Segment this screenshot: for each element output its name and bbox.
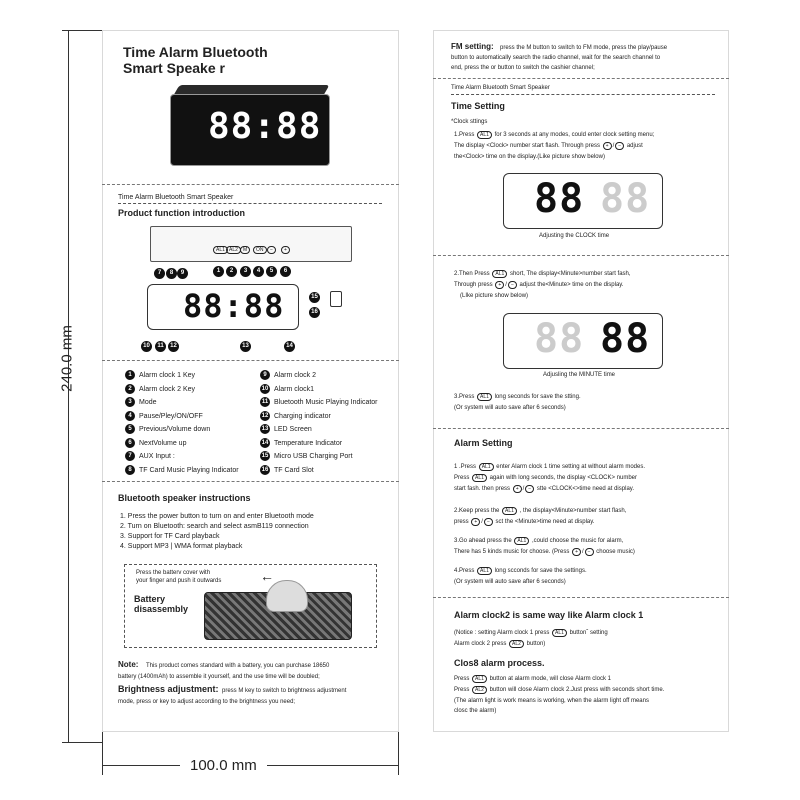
height-dimension-tick-top [62,30,102,31]
display-number-7: 7 [154,268,165,279]
top-button-number-3: 3 [240,266,251,277]
function-label: Alarm clock1 [274,385,315,393]
ts1-text-a: 1.Press [454,132,475,138]
function-number: 8 [125,465,135,475]
function-number: 12 [261,412,269,419]
notice-text-d: button) [526,641,546,647]
display-number-11: 11 [155,341,166,352]
function-number: 13 [261,426,269,432]
as3-text-b: ,could choose the music for alarm, [531,538,624,544]
bt-step-1: 1. Press the power button to turn on and enter Bluetooth mode [120,513,314,520]
fm-text-1: press the M button to switch to FM mode, press the play/pause [500,45,668,51]
al2-button-icon: AL2 [509,640,524,648]
ts2-line2: Through press + / − adjust the<Minute> time on the display. [454,282,624,288]
function-number: 10 [261,385,269,392]
ts1-text-d: adjust [626,143,643,149]
note-text-1: This product comes standard with a battery, you can purchase 18650 [146,663,330,669]
al1-button-icon: AL1 [492,270,507,278]
clock-caption: Adjusting the CLOCK time [539,233,610,239]
note-text-2: battery (1400mAh) to assemble it yourself, and the use time will be doubled; [118,674,320,680]
dash-divider-2 [102,360,399,361]
close-alarm-heading: Clos8 alarm process. [454,658,545,668]
ts3-line1 [454,393,581,401]
function-label: Temperature Indicator [274,439,343,447]
as4-line1 [454,567,587,575]
brightness-label: Brightness adjustment: [118,684,219,694]
al1-button-icon: AL1 [477,567,492,575]
notice-text-c: Alarm clock 2 press [454,641,507,647]
top-button-number-6: 6 [280,266,291,277]
speaker-clock-digits: 88:88 [208,106,322,147]
top-button-number-2: 2 [226,266,237,277]
as1-line2 [454,474,637,482]
battery-hint-1: Press the batterv cover with [136,570,211,576]
bt-step-3: 3. Support for TF Card playback [120,533,220,540]
function-label: TF Card Music Playing Indicator [139,466,239,474]
function-label: Micro USB Charging Port [274,452,353,460]
as1-text-f: stte <CLOCK<>time need at display. [536,486,634,492]
plus-button-icon: + [495,281,504,289]
as2-line1 [454,507,626,515]
arrow-left-icon: ← [260,568,274,584]
functions-list-left [125,370,239,478]
al1-button-icon: AL1 [552,629,567,637]
minute-minutes-digits: 88 [600,316,651,362]
function-label: Pause/Pley/ON/OFF [139,412,203,420]
display-number-15: 15 [309,292,320,303]
note-label: Note: [118,660,139,669]
display-number-14: 14 [284,341,295,352]
function-label: NextVolume up [139,439,187,447]
as1-text-c: Press [454,475,470,481]
function-label: AUX Input : [139,452,175,460]
clock-minutes-digits-dim: 88 [600,176,651,222]
battery-hint-2: your finger and push it outwards [136,578,222,584]
function-number: 2 [125,384,135,394]
function-number: 6 [125,438,135,448]
left-title-line2: Smart Speake r [123,60,225,76]
display-number-12: 12 [168,341,179,352]
dash-divider-r1 [433,78,729,79]
dash-divider-r3 [433,428,729,429]
function-number: 15 [261,453,269,459]
ts3-line2: (Or system will auto save after 6 seconds) [454,405,566,411]
speaker-product-image [170,85,332,167]
ts2-text-d: adjust the<Minute> time on the display. [519,282,624,288]
ts2-line3: (LIke picture show below) [460,293,529,299]
plus-button-icon: + [572,548,581,556]
ts1-text-c: The display <Clock> number start flash. Through press [454,143,600,149]
as4-line2: (Or system will auto save after 6 seconds) [454,579,566,585]
plus-button-icon: + [603,142,612,150]
al1-button-icon: AL1 [502,507,517,515]
function-number: 4 [125,411,135,421]
minute-caption: Adjusling the MINUTE time [543,372,616,378]
speaker-top-view [150,226,352,262]
al1-button-icon: AL1 [514,537,529,545]
minus-button-icon: − [508,281,517,289]
close-text-1b: button at alarm mode, will close Alarm clock 1 [489,676,611,682]
notice-text-a: (Notice : setting Alarm clock 1 press [454,630,550,636]
ts3-text-b: long seconds for save the stting. [494,394,581,400]
al1-button-icon: AL1 [472,474,487,482]
ts1-line3: the<Clock> time on the display.(Like picture show below) [454,154,605,160]
as4-text-a: 4.Press [454,568,475,574]
function-label: Mode [139,398,157,406]
notice-text-b: buttonˆ setting [569,630,608,636]
brightness-text-1: press M key to switch to brightness adjustment [222,688,347,694]
function-number: 1 [125,370,135,380]
function-label: TF Card Slot [274,466,314,474]
function-label: Charging indicator [274,412,331,420]
clock-hours-digits: 88 [534,176,585,222]
function-number: 9 [260,370,270,380]
clock-settings-sub: *Clock sttings [451,119,488,125]
dash-divider-1 [102,184,399,185]
function-number: 7 [125,451,135,461]
left-header-small: Time Alarm Bluetooth Smart Speaker [118,194,234,201]
function-label: Alarm clock 2 Key [139,385,196,393]
fm-text-3: end, press the or button to switch the cashier channel; [451,65,595,71]
al1-button-icon: AL1 [479,463,494,471]
product-function-heading: Product function introduction [118,208,245,218]
as3-text-d: choose music) [596,549,635,555]
top-button-number-1: 1 [213,266,224,277]
as3-text-a: 3.Go ahead press the [454,538,512,544]
display-digits: 88:88 [183,287,285,325]
display-number-13: 13 [240,341,251,352]
plus-button-icon: + [513,485,522,493]
width-dimension-tick-right [398,725,399,775]
height-dimension-tick-bottom [62,742,102,743]
top-button-number-5: 5 [266,266,277,277]
function-label: LED Screen [274,425,312,433]
plus-button-icon: + [471,518,480,526]
minute-hours-digits-dim: 88 [534,316,585,362]
bt-step-4: 4. Support MP3 | WMA format playback [120,543,243,550]
dash-divider-r4 [433,597,729,598]
close-line3: (The alarm light is work means is working, when the alarm light off means [454,698,649,704]
dash-divider-r2 [433,255,729,256]
function-label: Alarm clock 1 Key [139,371,196,379]
ts1-line1 [454,131,654,139]
function-number: 14 [261,439,269,446]
as2-text-d: sct the <Minute>time need at display. [495,519,595,525]
as1-line1 [454,463,645,471]
display-number-9: 9 [177,268,188,279]
function-label: Bluetooth Music Playing Indicator [274,398,378,406]
display-number-8: 8 [166,268,177,279]
fm-label: FM setting: [451,42,494,51]
as1-text-d: again with long seconds, the display <CLOCK> number [489,475,638,481]
header-rule [118,203,382,204]
as4-text-b: long scconds for save the settings. [494,568,587,574]
as1-text-e: start fash. then press [454,486,511,492]
close-text-2b: button will close Alarm clock 2.Just press with seconds short time. [489,687,665,693]
battery-label-2: disassembly [134,604,189,614]
minus-button-icon: − [585,548,594,556]
brightness-text-2: mode, press or key to adjust according to the brightness you need; [118,699,296,705]
ts2-text-b: short, The display<Minute>number start fash, [509,271,631,277]
bt-heading: Bluetooth speaker instructions [118,493,251,503]
as1-line3: start fash. then press + / − stte <CLOCK<>time need at display. [454,486,634,492]
al2-button-icon: AL2 [472,686,487,694]
functions-list-right [260,370,378,478]
as3-text-c: There has 5 kinds music for choose. (Press [454,549,570,555]
as2-text-c: press [454,519,469,525]
as2-text-a: 2.Keep press the [454,508,500,514]
as3-line2: There has 5 kinds music for choose. (Press + / − choose music) [454,549,635,555]
minus-button-icon: − [525,485,534,493]
function-number: 11 [261,399,269,405]
minus-button-icon: − [615,142,624,150]
notice-line2 [454,640,545,648]
bt-step-2: 2. Turn on Bluetooth: search and select asmB119 connection [120,523,309,530]
width-dimension-label: 100.0 mm [180,757,267,774]
top-button-number-4: 4 [253,266,264,277]
as1-text-a: 1 .Press [454,464,477,470]
function-label: Alarm clock 2 [274,371,317,379]
al1-button-icon: AL1 [477,393,492,401]
display-number-16: 16 [309,307,320,318]
left-title-line1: Time Alarm Bluetooth [123,44,268,60]
usb-port-icon [330,291,342,307]
function-label: Previous/Volume down [139,425,211,433]
close-text-1a: Press [454,676,470,682]
ts3-text-a: 3.Press [454,394,475,400]
function-number: 5 [125,424,135,434]
alarm2-heading: Alarm clock2 is same way like Alarm clock 1 [454,610,644,620]
ts2-text-c: Through press [454,282,493,288]
minus-button-icon: − [484,518,493,526]
close-line2 [454,686,664,694]
right-header-rule [451,94,715,95]
as1-text-b: enter Alarm clock 1 time setting at without alarm modes. [496,464,645,470]
fm-text-2: button to automatically search the radio channel, wait for the search channel to [451,55,661,61]
alarm-setting-heading: Alarm Setting [454,438,513,448]
close-text-2a: Press [454,687,470,693]
battery-label-1: Battery [134,594,166,604]
close-line1 [454,675,611,683]
finger-image [266,580,308,612]
ts1-line2: The display <Clock> number start flash. Through press + / − adjust [454,143,643,149]
close-line4: closc the alarm) [454,708,497,714]
as2-line2: press + / − sct the <Minute>time need at display. [454,519,595,525]
as2-text-b: , the display<Minute>number start flash, [519,508,627,514]
ts1-text-b: for 3 seconds at any modes, could enter clock setting menu; [494,132,655,138]
ts2-text-a: 2.Then Press [454,271,490,277]
height-dimension-label: 240.0 mm [58,325,76,392]
as3-line1 [454,537,623,545]
al1-button-icon: AL1 [472,675,487,683]
dash-divider-3 [102,481,399,482]
right-header-small: Time Alarm Bluetooth Smart Speaker [451,85,550,91]
al1-button-icon: AL1 [477,131,492,139]
ts2-line1 [454,270,631,278]
function-number: 16 [261,466,269,473]
notice-line1 [454,629,608,637]
width-dimension-tick-left [102,725,103,775]
function-number: 3 [125,397,135,407]
display-number-10: 10 [141,341,152,352]
time-setting-heading: Time Setting [451,101,505,111]
top-button-row: AL1 AL2 M ON − + [212,246,296,255]
